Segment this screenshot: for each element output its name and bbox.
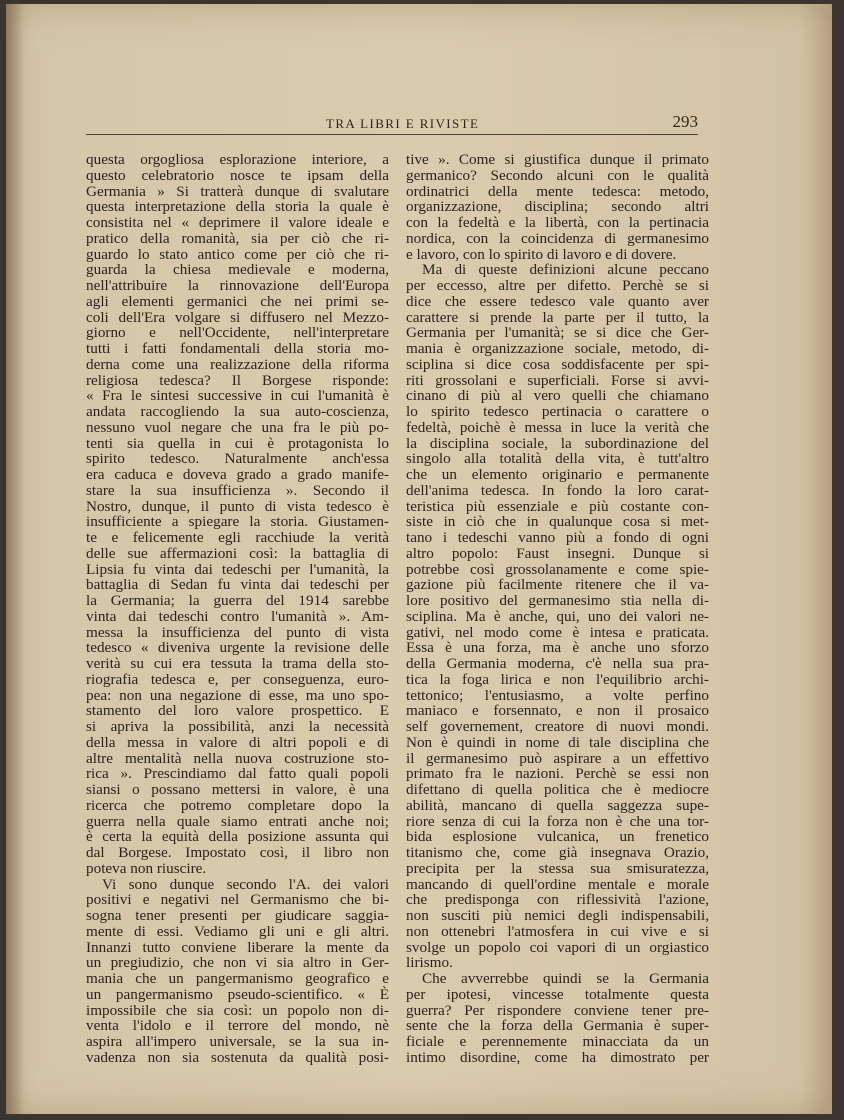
text-line: andata raccogliendo la sua auto-coscienza, bbox=[86, 403, 389, 420]
text-line: altro popolo: Faust insegni. Dunque si bbox=[406, 544, 709, 562]
text-line: cinano di più al vero quelli che chiamano bbox=[406, 387, 709, 405]
text-line: difettano di quella politica che è mediocre bbox=[406, 781, 709, 798]
text-line: ricerca che potremo completare dopo la bbox=[86, 796, 389, 814]
text-line: guardo lo stato antico come per ciò che ri- bbox=[86, 245, 389, 263]
text-line: lirismo. bbox=[406, 954, 453, 972]
text-line: vinta dai tedeschi contro l'umanità ». Am- bbox=[86, 607, 389, 625]
text-line: intimo disordine, come ha dimostrato per bbox=[406, 1048, 709, 1066]
text-line: organizzazione, disciplina; secondo altri bbox=[406, 198, 709, 216]
text-line: agli elementi germanici che nei primi se- bbox=[86, 292, 389, 310]
text-line: Germania » Si tratterà dunque di svalutare bbox=[86, 182, 389, 200]
text-line: delle sue affermazioni così: la battaglia di bbox=[86, 544, 389, 562]
text-line: mania che un pangermanismo geografico e bbox=[86, 970, 389, 987]
text-line: te e felicemente egli racchiude la verità bbox=[86, 529, 389, 546]
text-line: guerra nella quale siamo entrati anche noi; bbox=[86, 812, 389, 830]
text-line: siansi o possano mettersi in valore, è una bbox=[86, 781, 389, 798]
text-line: Ma di queste definizioni alcune peccano bbox=[422, 261, 709, 279]
text-line: dal Borgese. Impostato così, il libro non bbox=[86, 844, 389, 861]
text-line: mancando di quell'ordine mentale e morale bbox=[406, 875, 709, 893]
text-line: sciplina si dice cosa soddisfacente per spi- bbox=[406, 355, 709, 373]
text-line: riore senza di cui la forza non è che una tor- bbox=[406, 812, 709, 830]
text-line: pea: non una negazione di esse, ma uno spo- bbox=[86, 686, 389, 704]
text-line: sente che la forza della Germania è super- bbox=[406, 1017, 709, 1035]
text-line: tica la foga lirica e non l'equilibrio archi- bbox=[406, 670, 709, 688]
text-line: dice che essere tedesco vale quanto aver bbox=[406, 292, 709, 310]
text-line: primato fra le nazioni. Perchè se essi non bbox=[406, 765, 709, 783]
text-line: è certa la equità della posizione assunta qui bbox=[86, 828, 389, 846]
text-line: bida esplosione vulcanica, un frenetico bbox=[406, 828, 709, 846]
text-line: potrebbe così grossolanamente e come spie- bbox=[406, 560, 709, 578]
running-header bbox=[86, 110, 698, 135]
text-line: messa la insufficienza del punto di vista bbox=[86, 623, 389, 641]
text-line: gativi, nel modo come è intesa e praticata. bbox=[406, 623, 709, 641]
text-line: si apriva la possibilità, anzi la necessità bbox=[86, 718, 389, 735]
text-line: ordinatrici della mente tedesca: metodo, bbox=[406, 182, 709, 200]
text-line: Innanzi tutto conviene liberare la mente da bbox=[86, 938, 389, 956]
text-line: vadenza non sia sostenuta da qualità posi- bbox=[86, 1048, 389, 1066]
text-line: mente di essi. Vediamo gli uni e gli altri. bbox=[86, 922, 389, 940]
text-line: tedesco « diveniva urgente la revisione delle bbox=[86, 639, 389, 657]
page-number: 293 bbox=[672, 112, 698, 131]
text-column-right bbox=[406, 152, 709, 1066]
text-line: fedeltà, poichè è messa in luce la verità che bbox=[406, 418, 709, 436]
text-line: teristica più essenziale e più costante con- bbox=[406, 497, 709, 515]
text-line: della Germania moderna, c'è nella sua pra- bbox=[406, 655, 709, 672]
text-line: titanismo che, come già insegnava Orazio, bbox=[406, 844, 709, 861]
text-line: riografia tedesca e, per conseguenza, euro- bbox=[86, 670, 389, 688]
text-line: religiosa tedesca? Il Borgese risponde: bbox=[86, 371, 389, 389]
text-line: la Germania; la guerra del 1914 sarebbe bbox=[86, 592, 389, 609]
text-line: nell'attribuire la rinnovazione dell'Europa bbox=[86, 277, 389, 294]
text-line: insufficiente a spiegare la storia. Giustamen- bbox=[86, 513, 389, 531]
text-line: siste in ciò che in qualunque cosa si met- bbox=[406, 513, 709, 531]
text-line: spirito tedesco. Naturalmente anch'essa bbox=[86, 450, 389, 468]
text-line: singolo alla totalità della vita, è tutt'altro bbox=[406, 450, 709, 468]
text-line: Lipsia fu vinta dai tedeschi per l'umanità, la bbox=[86, 560, 389, 578]
text-line: guerra? Per rispondere conviene tener pre- bbox=[406, 1001, 709, 1019]
text-line: stamento del loro valore prospettico. E bbox=[86, 702, 389, 720]
text-line: Essa è una forza, ma è anche uno sforzo bbox=[406, 639, 709, 657]
text-line: questo celebratorio nosce te ipsam della bbox=[86, 166, 389, 184]
text-line: precipita per la stessa sua smisuratezza, bbox=[406, 859, 709, 877]
text-line: tive ». Come si giustifica dunque il primato bbox=[406, 151, 709, 168]
text-line: venta l'idolo e il terrore del mondo, nè bbox=[86, 1017, 389, 1035]
text-line: questa interpretazione della storia la quale è bbox=[86, 198, 389, 216]
text-line: giorno e nell'Occidente, nell'interpretare bbox=[86, 324, 389, 342]
text-line: non ottenebri l'atmosfera in cui vive e si bbox=[406, 922, 709, 940]
text-line: ficiale e perennemente minacciata da un bbox=[406, 1033, 709, 1050]
text-line: Non è quindi in nome di tale disciplina che bbox=[406, 733, 709, 751]
text-line: riti grossolani e superficiali. Forse si avvi- bbox=[406, 371, 709, 389]
text-line: mania è organizzazione sociale, metodo, di- bbox=[406, 340, 709, 357]
text-line: self governement, creatore di nuovi mondi. bbox=[406, 718, 709, 735]
text-line: che un elemento originario e permanente bbox=[406, 466, 709, 483]
text-line: era caduca e doveva grado a grado manife- bbox=[86, 466, 389, 483]
text-line: non susciti più nemici degli indispensabili, bbox=[406, 907, 709, 924]
text-line: altre mentalità nella nuova costruzione sto- bbox=[86, 749, 389, 767]
text-line: poteva non riuscire. bbox=[86, 859, 207, 877]
text-line: svolge un popolo coi vapori di un orgiastico bbox=[406, 938, 709, 956]
text-line: germanico? Secondo alcuni con le qualità bbox=[406, 166, 709, 184]
text-line: carattere si prende la parte per il tutto, la bbox=[406, 308, 709, 326]
text-line: il germanesimo può aspirare a un effettivo bbox=[406, 749, 709, 767]
text-column-left bbox=[86, 152, 389, 1066]
text-line: Che avverrebbe quindi se la Germania bbox=[422, 970, 709, 987]
text-line: per ipotesi, vincesse totalmente questa bbox=[406, 985, 709, 1003]
text-line: per eccesso, altre per difetto. Perchè se si bbox=[406, 277, 709, 294]
text-line: e lavoro, con lo spirito di lavoro e di dovere. bbox=[406, 245, 677, 263]
text-line: consistita nel « deprimere il valore ideale e bbox=[86, 214, 389, 231]
text-line: positivi e negativi nel Germanismo che bi- bbox=[86, 891, 389, 909]
text-line: Vi sono dunque secondo l'A. dei valori bbox=[102, 875, 389, 893]
text-line: questa orgogliosa esplorazione interiore, a bbox=[86, 151, 389, 168]
text-line: tano i tedeschi vanno più a fondo di ogni bbox=[406, 529, 709, 546]
text-line: nessuno vuol negare che una fra le più po- bbox=[86, 418, 389, 436]
text-line: la disciplina sociale, la subordinazione del bbox=[406, 434, 709, 452]
text-line: sciplina. Ma è anche, qui, uno dei valori ne- bbox=[406, 607, 709, 625]
running-title: TRA LIBRI E RIVISTE bbox=[326, 116, 480, 131]
text-line: tutti i fatti fondamentali della storia mo- bbox=[86, 340, 389, 357]
text-line: gazione più facilmente ritenere che il va- bbox=[406, 576, 709, 594]
text-line: « Fra le sintesi successive in cui l'umanità è bbox=[86, 387, 389, 405]
text-line: guarda la chiesa medievale e moderna, bbox=[86, 261, 389, 279]
text-line: Germania per l'umanità; se si dice che Ger- bbox=[406, 324, 709, 342]
text-line: tenti sia quella in cui è protagonista lo bbox=[86, 434, 389, 452]
text-line: lore positivo del germanesimo stia nella di- bbox=[406, 592, 709, 609]
text-line: verità su cui era tessuta la trama della sto- bbox=[86, 655, 389, 672]
text-line: un pangermanismo pseudo-scientifico. « È bbox=[86, 985, 389, 1003]
text-line: Nostro, dunque, il punto di vista tedesco è bbox=[86, 497, 389, 515]
text-line: aspira all'impero universale, se la sua in- bbox=[86, 1033, 389, 1050]
text-line: rica ». Prescindiamo dal fatto quali popoli bbox=[86, 765, 389, 783]
text-line: stare la sua insufficienza ». Secondo il bbox=[86, 481, 389, 499]
text-line: coli dell'Era volgare si diffusero nel Mezzo- bbox=[86, 308, 389, 326]
text-line: nordica, con la coincidenza di germanesimo bbox=[406, 229, 709, 247]
text-line: dell'anima tedesca. In fondo la loro carat- bbox=[406, 481, 709, 499]
text-line: impossibile che sia così: un popolo non di- bbox=[86, 1001, 389, 1019]
text-line: tettonico; l'entusiasmo, a volte perfino bbox=[406, 686, 709, 704]
binding-shadow bbox=[6, 4, 24, 1114]
text-line: derna come una realizzazione della riforma bbox=[86, 355, 389, 373]
text-line: un pregiudizio, che non vi sia altro in Ger- bbox=[86, 954, 389, 972]
text-line: della messa in valore di altri popoli e di bbox=[86, 733, 389, 751]
text-line: abilità, mancano di quella saggezza supe- bbox=[406, 796, 709, 814]
text-line: pratico della romanità, sia per ciò che ri- bbox=[86, 229, 389, 247]
book-page bbox=[6, 4, 832, 1114]
text-line: battaglia di Sedan fu vinta dai tedeschi per bbox=[86, 576, 389, 594]
text-line: maniaco e forsennato, e non il prosaico bbox=[406, 702, 709, 720]
text-line: lo spirito tedesco pertinacia o carattere o bbox=[406, 403, 709, 420]
text-line: sogna tener presenti per giudicare saggia- bbox=[86, 907, 389, 924]
text-line: che predisponga con riflessività l'azione, bbox=[406, 891, 709, 909]
text-line: con la fedeltà e la libertà, con la pertinacia bbox=[406, 214, 709, 231]
